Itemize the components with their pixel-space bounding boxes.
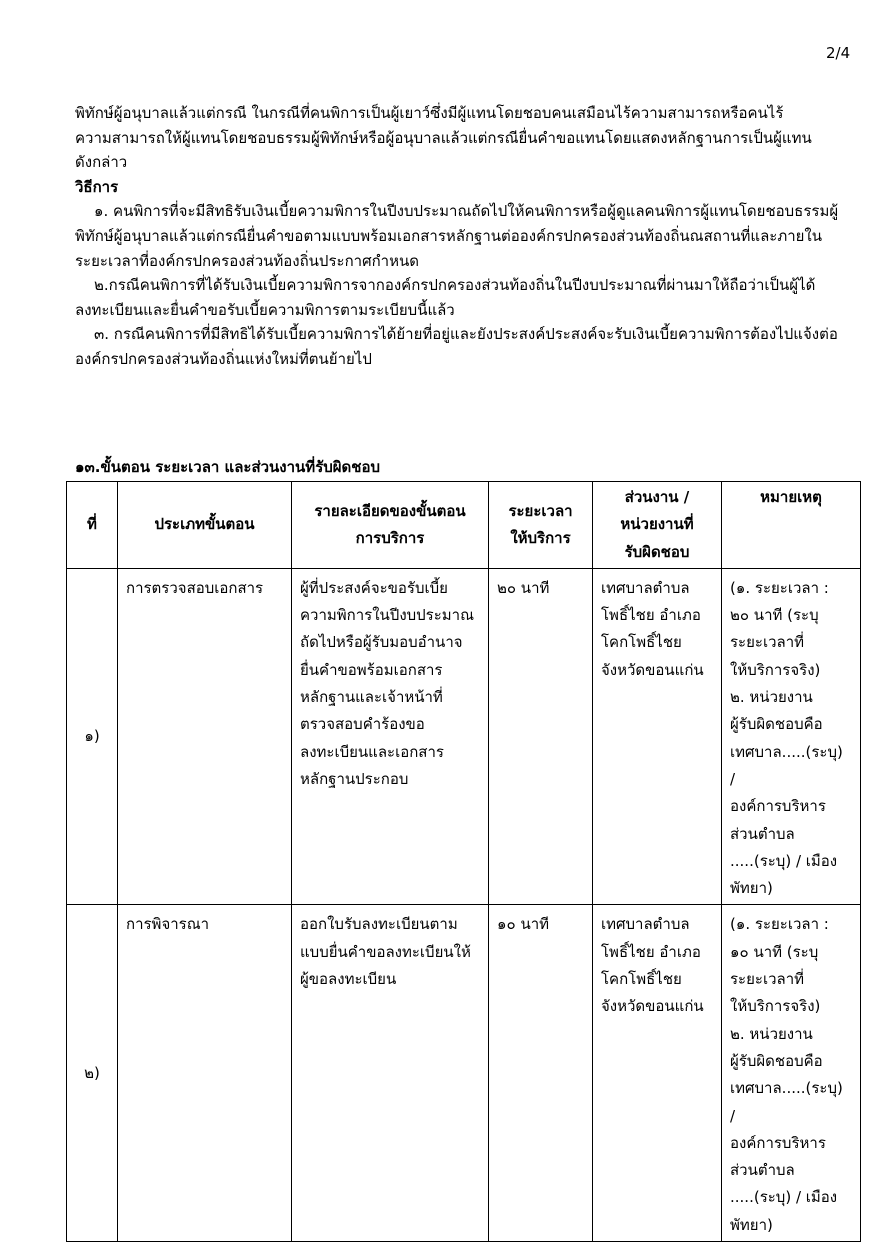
method-heading: วิธีการ	[75, 177, 119, 196]
table-row	[67, 905, 861, 1242]
step-note: (๑. ระยะเวลา : ๑๐ นาที (ระบุ ระยะเวลาที่ ให้บริการจริง) ๒. หน่วยงาน ผู้รับผิดชอบคือ เทศบาล.....(ระบุ) / องค์การบริหาร ส่วนตำบล .....(ระบุ) / เมือง พัทยา)	[722, 905, 861, 1242]
header-step-type: ประเภทขั้นตอน	[118, 482, 292, 569]
procedure-table	[66, 481, 861, 1242]
method-line: ๑. คนพิการที่จะมีสิทธิรับเงินเบี้ยความพิการในปีงบประมาณถัดไปให้คนพิการหรือผู้ดูแลคนพิการผู้แทนโดยชอบธรรมผู้	[94, 202, 839, 221]
document-body	[75, 101, 845, 372]
step-type: การตรวจสอบเอกสาร	[118, 568, 292, 905]
header-no: ที่	[67, 482, 118, 569]
step-note: (๑. ระยะเวลา : ๒๐ นาที (ระบุ ระยะเวลาที่ ให้บริการจริง) ๒. หน่วยงาน ผู้รับผิดชอบคือ เทศบาล.....(ระบุ) / องค์การบริหาร ส่วนตำบล .....(ระบุ) / เมือง พัทยา)	[722, 568, 861, 905]
method-item	[75, 273, 845, 322]
header-note: หมายเหตุ	[722, 482, 861, 569]
step-agency: เทศบาลตำบล โพธิ์ไชย อำเภอ โคกโพธิ์ไชย จังหวัดขอนแก่น	[593, 568, 722, 905]
step-detail: ออกใบรับลงทะเบียนตาม แบบยื่นคำขอลงทะเบียนให้ ผู้ขอลงทะเบียน	[292, 905, 489, 1242]
method-line: ๒.กรณีคนพิการที่ได้รับเงินเบี้ยความพิการจากองค์กรปกครองส่วนท้องถิ่นในปีงบประมาณที่ผ่านมาให้ถือว่าเป็นผู้ได้	[94, 276, 816, 295]
step-duration: ๒๐ นาที	[489, 568, 593, 905]
page-number: 2/4	[826, 44, 851, 62]
method-line: ระยะเวลาที่องค์กรปกครองส่วนท้องถิ่นประกาศกำหนด	[75, 251, 419, 270]
row-number: ๒)	[67, 905, 118, 1242]
intro-line: พิทักษ์ผู้อนุบาลแล้วแต่กรณี ในกรณีที่คนพิการเป็นผู้เยาว์ซึ่งมีผู้แทนโดยชอบคนเสมือนไร้ความสามารถหรือคนไร้	[75, 104, 784, 122]
section-13-title: ๑๓.ขั้นตอน ระยะเวลา และส่วนงานที่รับผิดชอบ	[75, 458, 381, 476]
method-line: ลงทะเบียนและยื่นคำขอรับเบี้ยความพิการตามระเบียบนี้แล้ว	[75, 300, 455, 319]
table-header-row	[67, 482, 861, 569]
method-line: พิทักษ์ผู้อนุบาลแล้วแต่กรณียื่นคำขอตามแบบพร้อมเอกสารหลักฐานต่อองค์กรปกครองส่วนท้องถิ่นณสถานที่และภายใน	[75, 226, 822, 245]
header-agency: ส่วนงาน / หน่วยงานที่ รับผิดชอบ	[593, 482, 722, 569]
row-number: ๑)	[67, 568, 118, 905]
method-item	[75, 199, 845, 273]
step-agency: เทศบาลตำบล โพธิ์ไชย อำเภอ โคกโพธิ์ไชย จังหวัดขอนแก่น	[593, 905, 722, 1242]
method-line: ๓. กรณีคนพิการที่มีสิทธิได้รับเบี้ยความพิการได้ย้ายที่อยู่และยังประสงค์ประสงค์จะรับเงินเบี้ยความพิการต้องไปแจ้งต่อ	[94, 325, 838, 344]
intro-line: ดังกล่าว	[75, 153, 128, 172]
header-step-detail: รายละเอียดของขั้นตอน การบริการ	[292, 482, 489, 569]
step-detail: ผู้ที่ประสงค์จะขอรับเบี้ย ความพิการในปีงบประมาณ ถัดไปหรือผู้รับมอบอำนาจ ยื่นคำขอพร้อมเอกสาร หลักฐานและเจ้าหน้าที่ ตรวจสอบคำร้องขอ ลงทะเบียนและเอกสาร หลักฐานประกอบ	[292, 568, 489, 905]
step-duration: ๑๐ นาที	[489, 905, 593, 1242]
table-row	[67, 568, 861, 905]
step-type: การพิจารณา	[118, 905, 292, 1242]
header-duration: ระยะเวลา ให้บริการ	[489, 482, 593, 569]
method-item	[75, 322, 845, 371]
intro-line: ความสามารถให้ผู้แทนโดยชอบธรรมผู้พิทักษ์หรือผู้อนุบาลแล้วแต่กรณียื่นคำขอแทนโดยแสดงหลักฐานการเป็นผู้แทน	[75, 128, 812, 147]
method-line: องค์กรปกครองส่วนท้องถิ่นแห่งใหม่ที่ตนย้ายไป	[75, 349, 372, 368]
